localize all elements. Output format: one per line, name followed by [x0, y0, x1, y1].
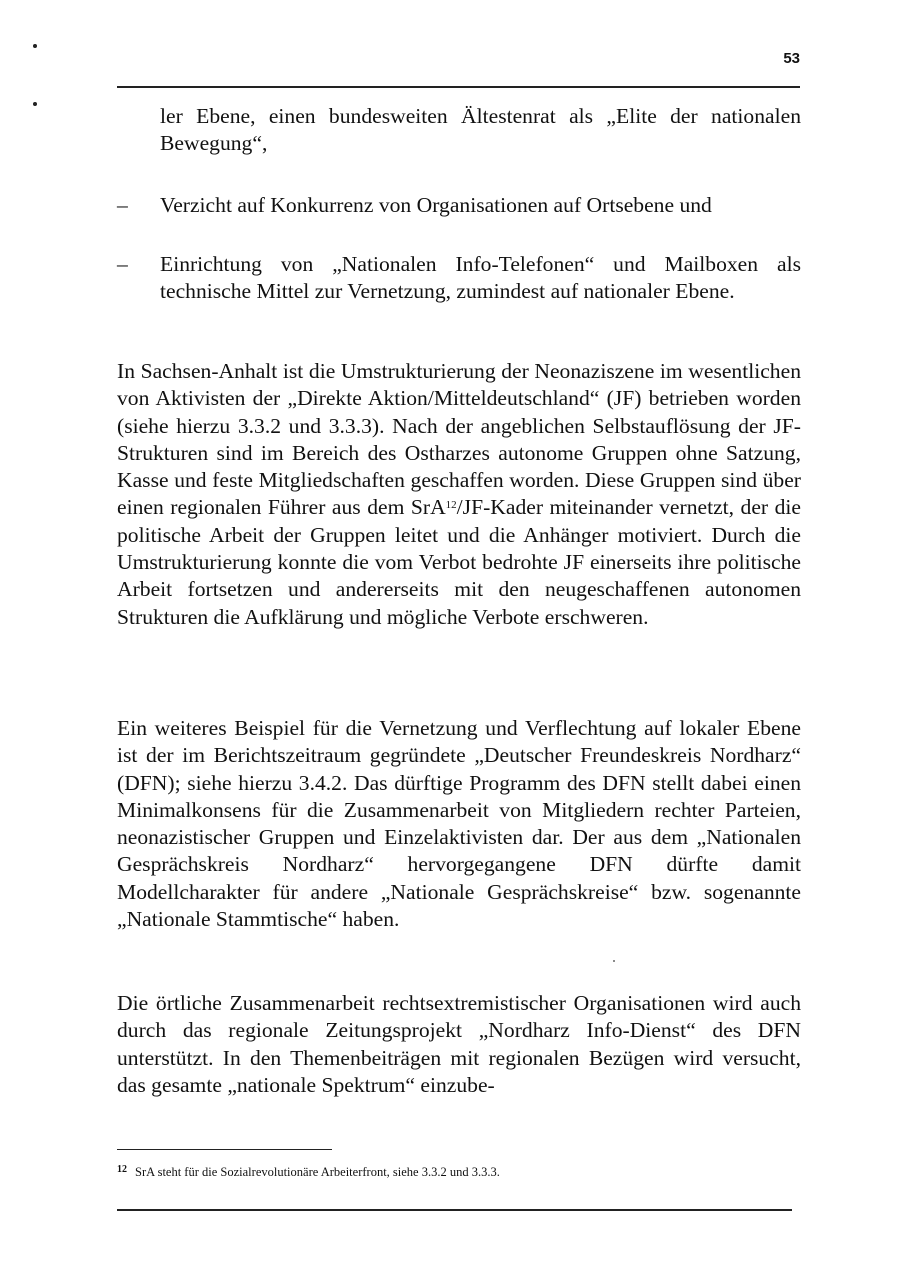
- scan-speck: [613, 960, 615, 962]
- paragraph-text: In Sachsen-Anhalt ist die Umstrukturierung der Neonaziszene im wesentlichen von Aktivisten der „Direkte Aktion/Mitteldeutschland“ (JF) betrieben worden (siehe hierzu 3.3.2 und 3.3.3). Nach der angeblichen Selbstauflösung der JF-Strukturen sind im Bereich des Ostharzes autonome Gruppen ohne Satzung, Kasse und feste Mitgliedschaften geschaffen worden. Diese Gruppen sind über einen regionalen Führer aus dem SrA: [117, 359, 801, 520]
- footnote-text: SrA steht für die Sozialrevolutionäre Arbeiterfront, siehe 3.3.2 und 3.3.3.: [135, 1165, 500, 1179]
- bullet-item: Verzicht auf Konkurrenz von Organisationen auf Ortsebene und: [160, 193, 712, 217]
- bullet-dash: –: [117, 193, 128, 217]
- footnote-number: 12: [117, 1164, 127, 1175]
- paragraph-text: /JF-Kader miteinander vernetzt, der die politische Arbeit der Gruppen leitet und die Anhänger motiviert. Durch die Umstrukturierung konnte die vom Verbot bedrohte JF einerseits ihre politische Arbeit fortsetzen und andererseits mit den neugeschaffenen autonomen Strukturen die Aufklärung und mögliche Verbote erschweren.: [117, 495, 801, 629]
- footnote-reference: 12: [445, 499, 457, 512]
- footnote: [117, 1162, 801, 1180]
- page-number: 53: [783, 50, 800, 67]
- bullet-dash: –: [117, 252, 128, 276]
- scan-speck: [33, 102, 37, 106]
- bullet-item: Einrichtung von „Nationalen Info-Telefonen“ und Mailboxen als technische Mittel zur Vernetzung, zumindest auf nationaler Ebene.: [160, 252, 801, 304]
- paragraph-info-dienst: Die örtliche Zusammenarbeit rechtsextremistischer Organisationen wird auch durch das regionale Zeitungsprojekt „Nordharz Info-Dienst“ des DFN unterstützt. In den Themenbeiträgen mit regionalen Bezügen wird versucht, das gesamte „nationale Spektrum“ einzube-: [117, 991, 801, 1097]
- continuation-text: ler Ebene, einen bundesweiten Ältestenrat als „Elite der nationalen Bewegung“,: [160, 104, 801, 156]
- footnote-separator: [117, 1149, 332, 1150]
- header-rule: [117, 86, 800, 88]
- scan-speck: [33, 44, 37, 48]
- paragraph-dfn: Ein weiteres Beispiel für die Vernetzung und Verflechtung auf lokaler Ebene ist der im Berichtszeitraum gegründete „Deutscher Freundeskreis Nordharz“ (DFN); siehe hierzu 3.4.2. Das dürftige Programm des DFN stellt dabei einen Minimalkonsens für die Zusammenarbeit von Mitgliedern rechter Parteien, neonazistischer Gruppen und Einzelaktivisten dar. Der aus dem „Nationalen Gesprächskreis Nordharz“ hervorgegangene DFN dürfte damit Modellcharakter für andere „Nationale Gesprächskreise“ bzw. sogenannte „Nationale Stammtische“ haben.: [117, 716, 801, 932]
- paragraph-sachsen-anhalt: [117, 358, 801, 631]
- footer-rule: [117, 1209, 792, 1211]
